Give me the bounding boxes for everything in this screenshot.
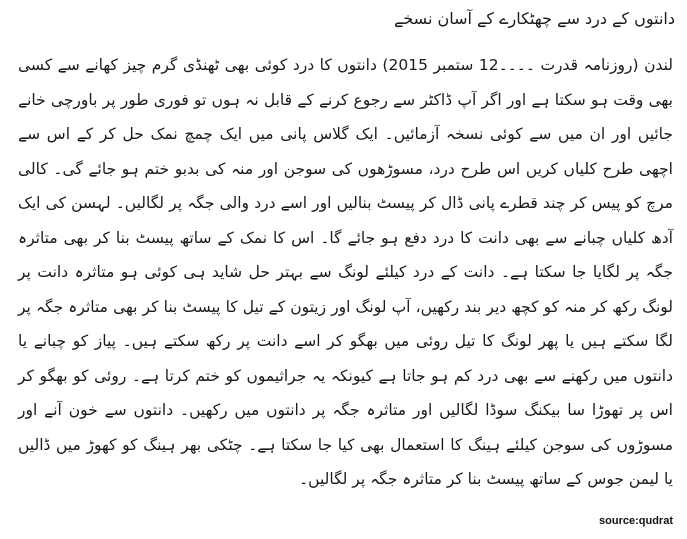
article-body: لندن (روزنامہ قدرت ۔۔۔۔12 ستمبر 2015) دانتوں کا درد کوئی بھی ٹھنڈی گرم چیز کھانے سے کسی بھی وقت ہو سکتا ہے اور اگر آپ ڈاکٹر سے رجوع کرنے کے قابل نہ ہوں تو فوری طور پر باورچی خانے جائیں اور ان میں سے کوئی نسخہ آزمائیں۔ ایک گلاس پانی میں ایک چمچ نمک حل کر کے اس سے اچھی طرح کلیاں کریں اس طرح درد، مسوڑھوں کی سوجن اور منہ کی بدبو ختم ہو جائے گی۔ کالی مرچ کو پیس کر چند قطرے پانی ڈال کر پیسٹ بنالیں اور اسے درد والی جگہ پر لگالیں۔ لہسن کی ایک آدھ کلیاں چبانے سے بھی دانت کا درد دفع ہو جائے گا۔ اس کا نمک کے ساتھ پیسٹ بنا کر بھی متاثرہ جگہ پر لگایا جا سکتا ہے۔ دانت کے درد کیلئے لونگ سے بہتر حل شاید ہی کوئی ہو متاثرہ دانت پر لونگ رکھ کر منہ کو کچھ دیر بند رکھیں، آپ لونگ اور زیتون کے تیل کا پیسٹ بنا کر بھی متاثرہ جگہ پر لگا سکتے ہیں یا پھر لونگ کا تیل روئی میں بھگو کر اسے دانت پر رکھ سکتے ہیں۔ پیاز کو چبانے یا دانتوں میں رکھنے سے بھی درد کم ہو جاتا ہے کیونکہ یہ جراثیموں کو ختم کرتا ہے۔ روئی کو بھگو کر اس پر تھوڑا سا بیکنگ سوڈا لگالیں اور متاثرہ جگہ پر دانتوں میں رکھیں۔ دانتوں سے خون آنے اور مسوڑوں کی سوجن کیلئے ہینگ کا استعمال بھی کیا جا سکتا ہے۔ چٹکی بھر ہینگ کو کھوڑ میں ڈالیں یا لیمن جوس کے ساتھ پیسٹ بنا کر متاثرہ جگہ پر لگالیں۔ [18, 56, 673, 488]
source-credit: source:qudrat [599, 515, 673, 527]
article-headline: دانتوں کے درد سے چھٹکارے کے آسان نسخے [393, 9, 675, 28]
